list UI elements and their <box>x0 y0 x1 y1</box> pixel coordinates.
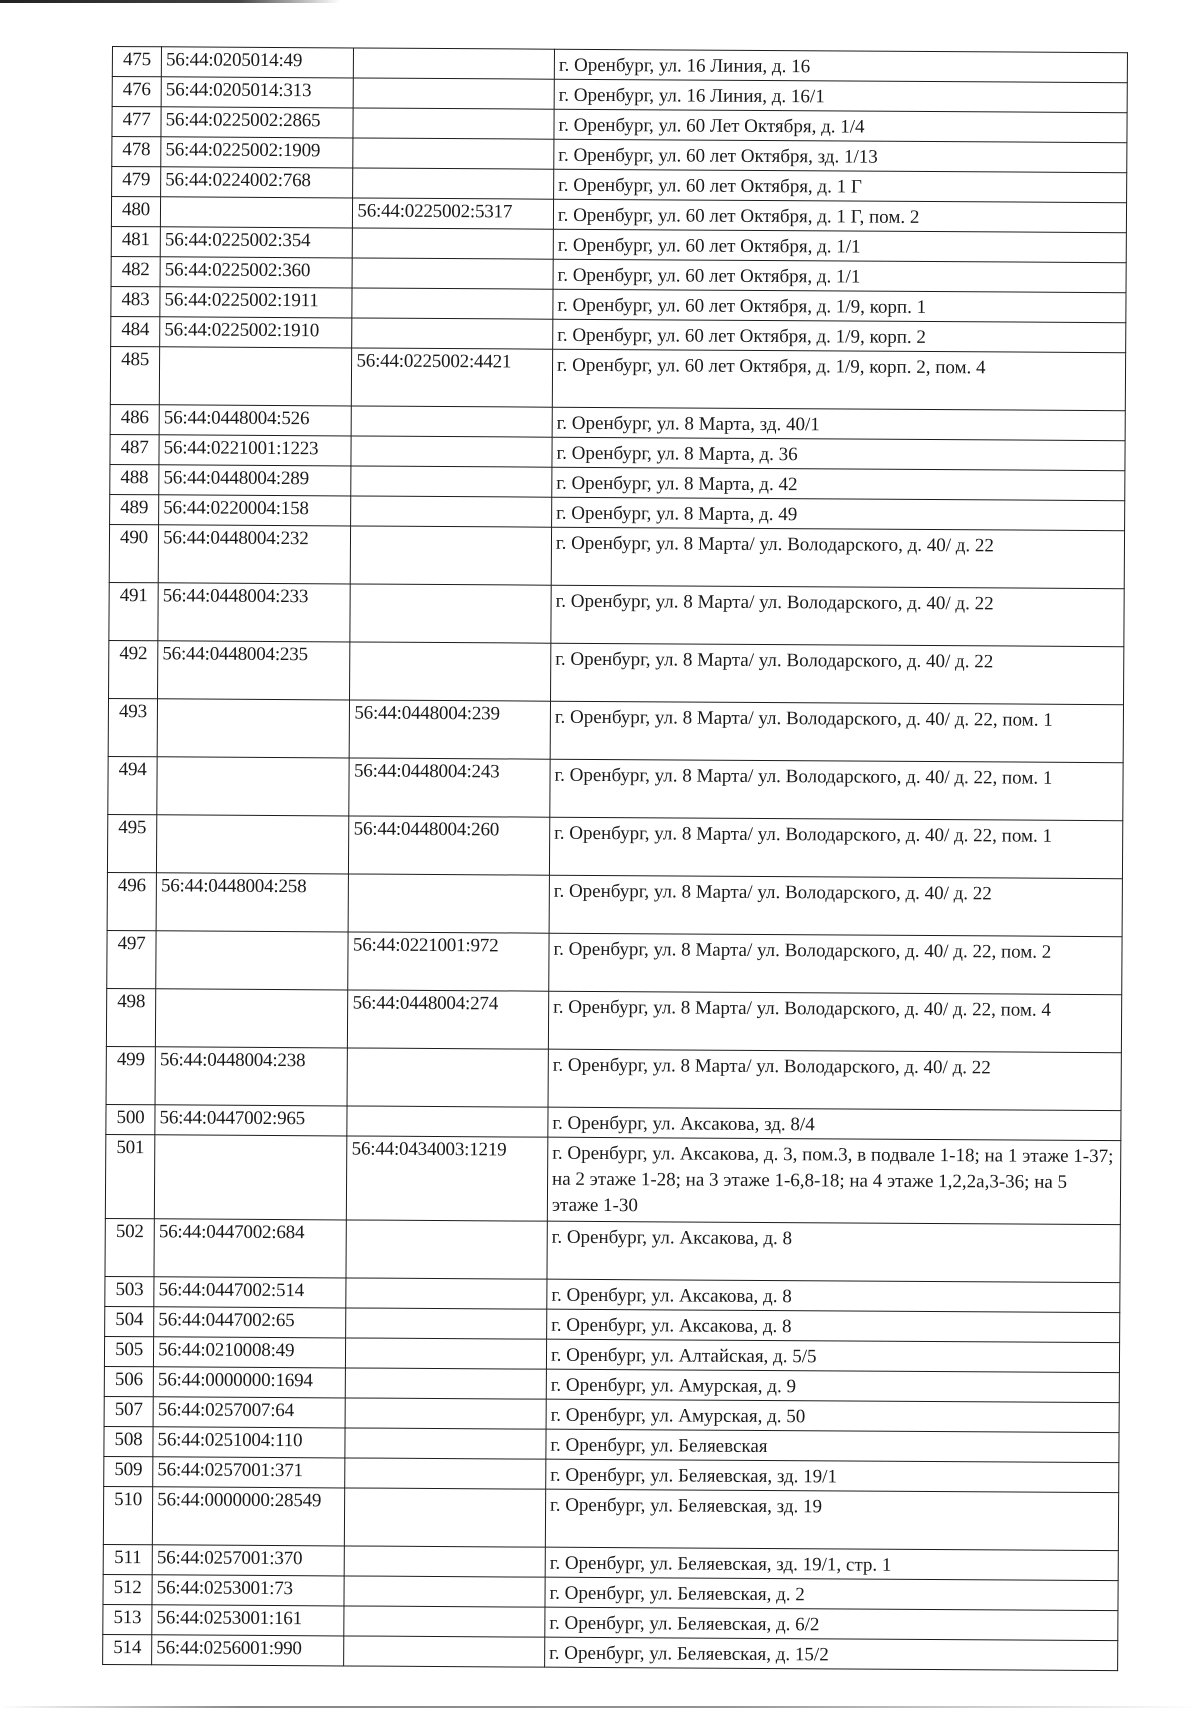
row-number: 478 <box>112 137 161 167</box>
cadastral-number-room <box>350 642 551 701</box>
cadastral-number-object: 56:44:0251004:110 <box>153 1427 346 1458</box>
row-number: 481 <box>111 226 160 256</box>
cadastral-number-room <box>351 496 552 527</box>
address: г. Оренбург, ул. 8 Марта, д. 36 <box>552 437 1125 470</box>
cadastral-number-room: 56:44:0225002:4421 <box>352 348 553 407</box>
address: г. Оренбург, ул. 8 Марта/ ул. Володарского, д. 40/ д. 22, пом. 1 <box>549 817 1122 878</box>
cadastral-number-room <box>344 1636 545 1667</box>
cadastral-number-object: 56:44:0220004:158 <box>159 495 352 526</box>
cadastral-number-room <box>354 78 555 109</box>
address: г. Оренбург, ул. Беляевская, зд. 19/1 <box>546 1459 1119 1492</box>
cadastral-number-room <box>347 1106 548 1137</box>
row-number: 505 <box>104 1336 153 1366</box>
cadastral-number-object <box>154 1135 347 1220</box>
cadastral-number-room <box>353 168 554 199</box>
row-number: 510 <box>103 1486 152 1544</box>
address: г. Оренбург, ул. 8 Марта/ ул. Володарского, д. 40/ д. 22 <box>549 875 1122 936</box>
address: г. Оренбург, ул. Беляевская, д. 15/2 <box>545 1637 1118 1670</box>
address: г. Оренбург, ул. 60 лет Октября, д. 1/1 <box>553 229 1126 262</box>
address: г. Оренбург, ул. 60 лет Октября, д. 1/9, корп. 1 <box>553 289 1126 322</box>
cadastral-number-room <box>344 1606 545 1637</box>
address: г. Оренбург, ул. Беляевская <box>546 1429 1119 1462</box>
address: г. Оренбург, ул. Амурская, д. 50 <box>546 1399 1119 1432</box>
row-number: 488 <box>110 464 159 494</box>
address: г. Оренбург, ул. 8 Марта, зд. 40/1 <box>552 407 1125 440</box>
row-number: 491 <box>109 582 158 640</box>
cadastral-number-object: 56:44:0205014:313 <box>161 77 354 108</box>
cadastral-number-room <box>345 1546 546 1577</box>
cadastral-number-object <box>157 757 350 816</box>
cadastral-number-room <box>352 318 553 349</box>
cadastral-number-object: 56:44:0448004:526 <box>159 405 352 436</box>
cadastral-number-room: 56:44:0434003:1219 <box>347 1136 548 1221</box>
cadastral-number-object <box>161 197 354 228</box>
row-number: 486 <box>110 404 159 434</box>
cadastral-number-object: 56:44:0447002:965 <box>155 1105 348 1136</box>
row-number: 497 <box>107 930 156 988</box>
row-number: 506 <box>104 1366 153 1396</box>
registry-body <box>103 47 1128 1671</box>
row-number: 511 <box>103 1544 152 1574</box>
cadastral-number-object: 56:44:0225002:360 <box>160 257 353 288</box>
cadastral-number-object <box>157 699 350 758</box>
row-number: 479 <box>112 167 161 197</box>
address: г. Оренбург, ул. Аксакова, д. 8 <box>547 1279 1120 1312</box>
row-number: 480 <box>111 197 160 227</box>
cadastral-number-room <box>353 228 554 259</box>
table-row <box>108 698 1123 762</box>
table-row <box>109 524 1124 588</box>
cadastral-number-object <box>156 931 349 990</box>
address: г. Оренбург, ул. 60 лет Октября, д. 1/1 <box>553 259 1126 292</box>
address: г. Оренбург, ул. 8 Марта/ ул. Володарского, д. 40/ д. 22, пом. 2 <box>549 933 1122 994</box>
address: г. Оренбург, ул. 60 лет Октября, д. 1/9, корп. 2 <box>553 319 1126 352</box>
row-number: 492 <box>109 640 158 698</box>
address: г. Оренбург, ул. 60 Лет Октября, д. 1/4 <box>554 109 1127 142</box>
cadastral-number-room <box>351 526 552 585</box>
cadastral-number-object: 56:44:0448004:232 <box>158 525 351 584</box>
cadastral-number-room <box>353 108 554 139</box>
cadastral-number-room <box>345 1458 546 1489</box>
cadastral-number-object <box>159 347 352 406</box>
cadastral-number-room <box>346 1338 547 1369</box>
cadastral-number-object: 56:44:0256001:990 <box>152 1635 345 1666</box>
row-number: 508 <box>104 1426 153 1456</box>
table-row <box>105 1218 1120 1282</box>
row-number: 514 <box>103 1634 152 1664</box>
row-number: 512 <box>103 1574 152 1604</box>
table-row <box>110 346 1125 410</box>
address: г. Оренбург, ул. 8 Марта/ ул. Володарского, д. 40/ д. 22 <box>550 643 1123 704</box>
row-number: 502 <box>105 1218 154 1276</box>
address: г. Оренбург, ул. 16 Линия, д. 16 <box>554 49 1127 82</box>
cadastral-number-object: 56:44:0253001:73 <box>152 1575 345 1606</box>
cadastral-number-object: 56:44:0448004:235 <box>158 641 351 700</box>
address: г. Оренбург, ул. 8 Марта/ ул. Володарского, д. 40/ д. 22, пом. 1 <box>550 701 1123 762</box>
cadastral-number-object: 56:44:0224002:768 <box>161 167 354 198</box>
cadastral-number-object: 56:44:0205014:49 <box>161 47 354 78</box>
row-number: 483 <box>111 286 160 316</box>
row-number: 475 <box>112 47 161 77</box>
row-number: 513 <box>103 1604 152 1634</box>
row-number: 489 <box>110 494 159 524</box>
row-number: 494 <box>108 756 157 814</box>
table-row <box>107 814 1122 878</box>
cadastral-number-object: 56:44:0225002:354 <box>160 227 353 258</box>
table-row <box>106 988 1121 1052</box>
cadastral-number-room <box>349 874 550 933</box>
row-number: 507 <box>104 1396 153 1426</box>
cadastral-number-object: 56:44:0253001:161 <box>152 1605 345 1636</box>
cadastral-number-room: 56:44:0225002:5317 <box>353 198 554 229</box>
cadastral-number-object: 56:44:0448004:258 <box>156 873 349 932</box>
cadastral-number-room <box>345 1428 546 1459</box>
address: г. Оренбург, ул. 60 лет Октября, зд. 1/13 <box>554 139 1127 172</box>
cadastral-number-room <box>346 1278 547 1309</box>
table-row <box>108 756 1123 820</box>
address: г. Оренбург, ул. 8 Марта, д. 49 <box>552 497 1125 530</box>
cadastral-number-room <box>346 1220 547 1279</box>
cadastral-number-room: 56:44:0221001:972 <box>348 932 549 991</box>
cadastral-number-object: 56:44:0448004:289 <box>159 465 352 496</box>
address: г. Оренбург, ул. 8 Марта/ ул. Володарского, д. 40/ д. 22 <box>551 585 1124 646</box>
row-number: 501 <box>105 1134 155 1218</box>
cadastral-number-room <box>350 584 551 643</box>
cadastral-number-object: 56:44:0257001:371 <box>153 1457 346 1488</box>
cadastral-number-object: 56:44:0447002:684 <box>154 1219 347 1278</box>
table-row <box>106 1046 1121 1110</box>
table-row <box>103 1634 1118 1670</box>
cadastral-number-object: 56:44:0257007:64 <box>153 1397 346 1428</box>
address: г. Оренбург, ул. Аксакова, д. 3, пом.3, в подвале 1-18; на 1 этаже 1-37; на 2 этаже 1-28; на 3 этаже 1-6,8-18; на 4 этаже 1,2,2а,3-36; на 5 этаже 1-30 <box>547 1137 1121 1224</box>
row-number: 503 <box>105 1276 154 1306</box>
cadastral-number-room: 56:44:0448004:260 <box>349 816 550 875</box>
address: г. Оренбург, ул. Беляевская, д. 6/2 <box>545 1607 1118 1640</box>
cadastral-number-room <box>346 1398 547 1429</box>
property-registry-table <box>102 46 1128 1671</box>
address: г. Оренбург, ул. Беляевская, зд. 19 <box>545 1489 1118 1550</box>
table-row <box>103 1486 1118 1550</box>
address: г. Оренбург, ул. Алтайская, д. 5/5 <box>546 1339 1119 1372</box>
cadastral-number-room <box>346 1308 547 1339</box>
cadastral-number-object <box>155 989 348 1048</box>
cadastral-number-room <box>352 258 553 289</box>
row-number: 499 <box>106 1046 155 1104</box>
address: г. Оренбург, ул. 8 Марта/ ул. Володарского, д. 40/ д. 22, пом. 4 <box>548 991 1121 1052</box>
address: г. Оренбург, ул. 8 Марта/ ул. Володарского, д. 40/ д. 22, пом. 1 <box>550 759 1123 820</box>
address: г. Оренбург, ул. Беляевская, д. 2 <box>545 1577 1118 1610</box>
cadastral-number-object: 56:44:0447002:514 <box>154 1277 347 1308</box>
cadastral-number-room <box>344 1576 545 1607</box>
cadastral-number-object: 56:44:0257001:370 <box>152 1545 345 1576</box>
cadastral-number-object: 56:44:0225002:1910 <box>160 317 353 348</box>
table-row <box>107 872 1122 936</box>
cadastral-number-room: 56:44:0448004:243 <box>349 758 550 817</box>
cadastral-number-room <box>352 288 553 319</box>
cadastral-number-object: 56:44:0225002:2865 <box>161 107 354 138</box>
row-number: 476 <box>112 77 161 107</box>
cadastral-number-object: 56:44:0447002:65 <box>154 1307 347 1338</box>
cadastral-number-room <box>351 466 552 497</box>
cadastral-number-object: 56:44:0000000:1694 <box>153 1367 346 1398</box>
table-row <box>107 930 1122 994</box>
cadastral-number-object: 56:44:0225002:1911 <box>160 287 353 318</box>
cadastral-number-room <box>354 48 555 79</box>
table-row <box>105 1134 1120 1224</box>
address: г. Оренбург, ул. 8 Марта, д. 42 <box>552 467 1125 500</box>
cadastral-number-object: 56:44:0000000:28549 <box>152 1487 345 1546</box>
address: г. Оренбург, ул. Аксакова, д. 8 <box>547 1309 1120 1342</box>
row-number: 477 <box>112 107 161 137</box>
row-number: 504 <box>105 1306 154 1336</box>
cadastral-number-object: 56:44:0448004:238 <box>155 1047 348 1106</box>
cadastral-number-room <box>346 1368 547 1399</box>
scan-edge-bottom <box>0 1706 1200 1708</box>
address: г. Оренбург, ул. Аксакова, зд. 8/4 <box>548 1107 1121 1140</box>
cadastral-number-object: 56:44:0225002:1909 <box>161 137 354 168</box>
cadastral-number-room <box>351 436 552 467</box>
row-number: 487 <box>110 434 159 464</box>
address: г. Оренбург, ул. 8 Марта/ ул. Володарского, д. 40/ д. 22 <box>548 1049 1121 1110</box>
cadastral-number-object: 56:44:0448004:233 <box>158 583 351 642</box>
cadastral-number-room: 56:44:0448004:274 <box>348 990 549 1049</box>
address: г. Оренбург, ул. 60 лет Октября, д. 1 Г <box>554 169 1127 202</box>
row-number: 490 <box>109 524 158 582</box>
address: г. Оренбург, ул. 8 Марта/ ул. Володарского, д. 40/ д. 22 <box>551 527 1124 588</box>
address: г. Оренбург, ул. 60 лет Октября, д. 1 Г, пом. 2 <box>553 199 1126 232</box>
row-number: 485 <box>110 346 159 404</box>
cadastral-number-room <box>345 1488 546 1547</box>
scan-edge-top <box>0 0 340 3</box>
cadastral-number-object: 56:44:0221001:1223 <box>159 435 352 466</box>
row-number: 482 <box>111 256 160 286</box>
row-number: 484 <box>111 316 160 346</box>
cadastral-number-room <box>352 406 553 437</box>
table-row <box>109 640 1124 704</box>
address: г. Оренбург, ул. Беляевская, зд. 19/1, стр. 1 <box>545 1547 1118 1580</box>
row-number: 493 <box>108 698 157 756</box>
address: г. Оренбург, ул. 60 лет Октября, д. 1/9, корп. 2, пом. 4 <box>552 349 1125 410</box>
row-number: 500 <box>106 1104 155 1134</box>
row-number: 495 <box>107 814 156 872</box>
row-number: 496 <box>107 872 156 930</box>
address: г. Оренбург, ул. Аксакова, д. 8 <box>547 1221 1120 1282</box>
cadastral-number-object <box>157 815 350 874</box>
row-number: 498 <box>106 988 155 1046</box>
table-row <box>109 582 1124 646</box>
cadastral-number-room <box>353 138 554 169</box>
address: г. Оренбург, ул. 16 Линия, д. 16/1 <box>554 79 1127 112</box>
row-number: 509 <box>104 1456 153 1486</box>
address: г. Оренбург, ул. Амурская, д. 9 <box>546 1369 1119 1402</box>
cadastral-number-room: 56:44:0448004:239 <box>350 700 551 759</box>
cadastral-number-room <box>347 1048 548 1107</box>
cadastral-number-object: 56:44:0210008:49 <box>154 1337 347 1368</box>
